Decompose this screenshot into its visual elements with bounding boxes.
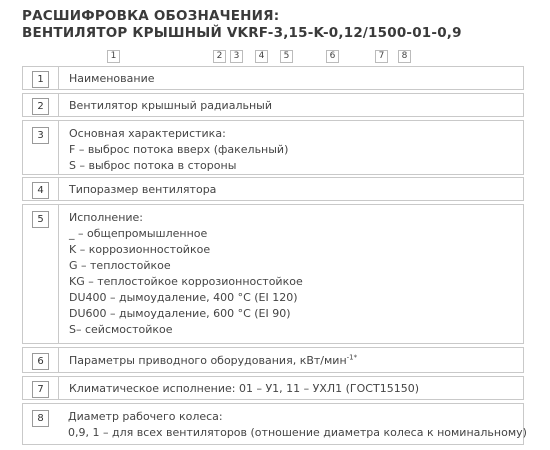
- row-text: Диаметр рабочего колеса:: [68, 410, 223, 423]
- table-row: [22, 120, 524, 175]
- table-row: [22, 177, 524, 201]
- row-text: DU600 – дымоудаление, 600 °C (EI 90): [69, 307, 291, 320]
- row-text: S – выброс потока в стороны: [69, 159, 237, 172]
- row-text: KG – теплостойкое коррозионностойкое: [69, 275, 303, 288]
- row-content: [59, 178, 226, 200]
- row-text: Типоразмер вентилятора: [69, 183, 217, 196]
- row-text: DU400 – дымоудаление, 400 °C (EI 120): [69, 291, 298, 304]
- row-text: Параметры приводного оборудования, кВт/мин: [69, 354, 347, 367]
- row-number: 8: [32, 410, 49, 427]
- row-text: Климатическое исполнение: 01 – У1, 11 – УХЛ1 (ГОСТ15150): [69, 382, 419, 395]
- code-marker-4: 4: [255, 50, 268, 63]
- unit-superscript: -1*: [346, 353, 358, 362]
- page-title-line-2: ВЕНТИЛЯТОР КРЫШНЫЙ VKRF-3,15-K-0,12/1500-01-0,9: [22, 25, 462, 41]
- row-text: K – коррозионностойкое: [69, 243, 211, 256]
- code-marker-2: 2: [213, 50, 226, 63]
- row-number: 7: [32, 381, 49, 398]
- row-text: F – выброс потока вверх (факельный): [69, 143, 289, 156]
- table-row: [22, 93, 524, 117]
- row-number: 4: [32, 182, 49, 199]
- row-number: 5: [32, 211, 49, 228]
- row-content: [59, 205, 313, 343]
- code-marker-1: 1: [107, 50, 120, 63]
- code-marker-8: 8: [398, 50, 411, 63]
- code-marker-6: 6: [326, 50, 339, 63]
- row-content: [59, 348, 367, 372]
- row-content: [59, 377, 429, 399]
- row-number: 3: [32, 127, 49, 144]
- row-number: 1: [32, 71, 49, 88]
- row-text: S– сейсмостойкое: [69, 323, 173, 336]
- table-row: [22, 66, 524, 90]
- table-row: [22, 204, 524, 344]
- row-content: [59, 94, 282, 116]
- row-text: 0,9, 1 – для всех вентиляторов (отношение диаметра колеса к номинальному): [68, 426, 527, 439]
- row-text: Исполнение:: [69, 211, 144, 224]
- table-row: [22, 376, 524, 400]
- row-text: G – теплостойкое: [69, 259, 171, 272]
- row-content: [58, 404, 537, 444]
- row-content: [59, 121, 298, 174]
- table-row: [22, 403, 527, 445]
- row-text: Основная характеристика:: [69, 127, 226, 140]
- row-content: [59, 67, 164, 89]
- row-number: 6: [32, 353, 49, 370]
- table-row: [22, 347, 524, 373]
- row-text: _ – общепромышленное: [69, 227, 208, 240]
- code-marker-7: 7: [375, 50, 388, 63]
- row-text: Вентилятор крышный радиальный: [69, 99, 272, 112]
- page-title-line-1: РАСШИФРОВКА ОБОЗНАЧЕНИЯ:: [22, 8, 280, 24]
- row-text: Наименование: [69, 72, 155, 85]
- code-marker-5: 5: [280, 50, 293, 63]
- row-number: 2: [32, 98, 49, 115]
- code-marker-3: 3: [230, 50, 243, 63]
